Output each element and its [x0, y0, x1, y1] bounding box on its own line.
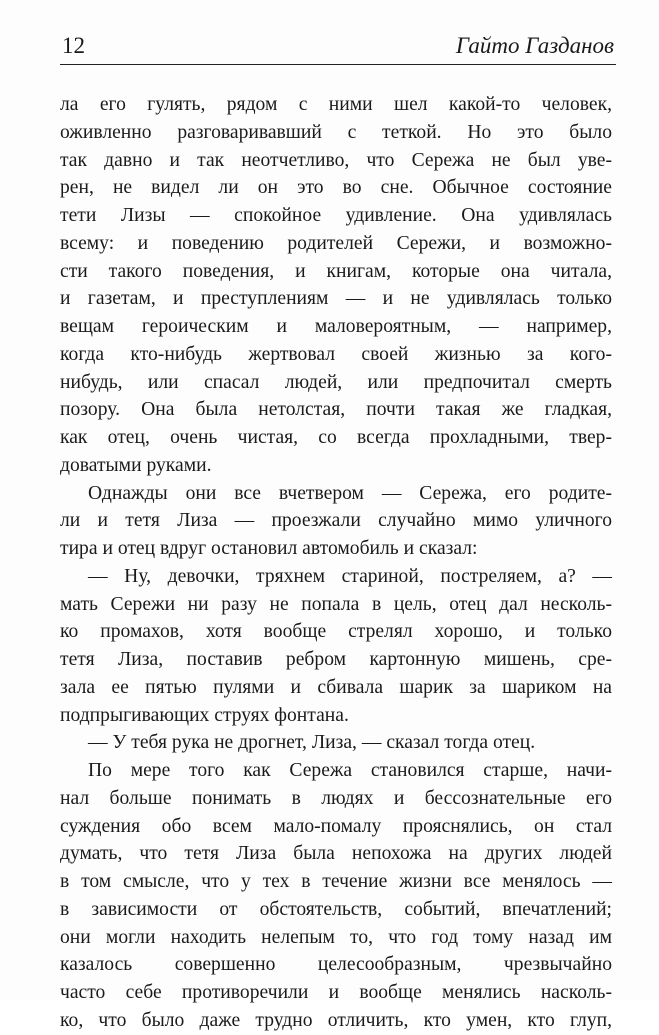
text-line: они могли находить нелепым то, что год тому назад им: [60, 926, 612, 948]
text-line: ли и тетя Лиза — проезжали случайно мимо уличного: [60, 510, 612, 532]
text-line: оживленно разговаривавший с теткой. Но это было: [60, 121, 612, 143]
running-title: Гайто Газданов: [455, 33, 614, 58]
text-line: зала ее пятью пулями и сбивала шарик за шариком на: [60, 676, 612, 698]
text-line: так давно и так неотчетливо, что Сережа не был уве-: [60, 149, 612, 171]
text-line: ла его гулять, рядом с ними шел какой-то человек,: [60, 94, 612, 115]
text-line: нибудь, или спасал людей, или предпочитал смерть: [60, 371, 612, 393]
text-line: доватыми руками.: [60, 454, 212, 476]
running-head: [60, 30, 616, 65]
text-line: тетя Лиза, поставив ребром картонную мишень, сре-: [60, 649, 612, 670]
text-line: когда кто-нибудь жертвовал своей жизнью за кого-: [60, 343, 612, 365]
text-line: как отец, очень чистая, со всегда прохладными, твер-: [60, 427, 612, 448]
text-line: По мере того как Сережа становился старше, начи-: [88, 760, 612, 781]
text-line: в том смысле, что у тех в течение жизни все менялось —: [60, 871, 612, 892]
text-line: всему: и поведению родителей Сережи, и возможно-: [60, 232, 612, 254]
text-line: — У тебя рука не дрогнет, Лиза, — сказал тогда отец.: [88, 732, 536, 754]
text-line: казалось совершенно целесообразным, чрезвычайно: [60, 954, 612, 976]
text-line: рен, не видел ли он это во сне. Обычное состояние: [60, 177, 612, 199]
text-line: думать, что тетя Лиза была непохожа на других людей: [60, 843, 612, 865]
text-line: суждения обо всем мало-помалу прояснялись, он стал: [60, 815, 612, 837]
text-line: сти такого поведения, и книгам, которые она читала,: [60, 260, 612, 282]
text-line: подпрыгивающих струях фонтана.: [60, 704, 349, 726]
page-number: 12: [62, 33, 85, 58]
text-line: нал больше понимать в людях и бессознательные его: [60, 787, 612, 809]
text-line: ко промахов, хотя вообще стрелял хорошо, и только: [60, 621, 612, 643]
text-line: позору. Она была нетолстая, почти такая же гладкая,: [60, 399, 612, 421]
text-line: в зависимости от обстоятельств, событий, впечатлений;: [60, 898, 612, 920]
body-text: [60, 91, 612, 1035]
text-line: часто себе противоречили и вообще менялись насколь-: [60, 982, 612, 1003]
text-line: мать Сережи ни разу не попала в цель, отец дал несколь-: [60, 593, 612, 615]
text-line: ко, что было даже трудно отличить, кто умен, кто глуп,: [60, 1009, 612, 1031]
text-line: тира и отец вдруг остановил автомобиль и сказал:: [60, 538, 478, 559]
text-line: — Ну, девочки, тряхнем стариной, постреляем, а? —: [88, 565, 612, 587]
text-line: вещам героическим и маловероятным, — например,: [60, 316, 612, 337]
text-line: тети Лизы — спокойное удивление. Она удивлялась: [60, 205, 612, 226]
text-line: и газетам, и преступлениям — и не удивлялась только: [60, 288, 612, 310]
text-line: Однажды они все вчетвером — Сережа, его родите-: [88, 482, 612, 504]
